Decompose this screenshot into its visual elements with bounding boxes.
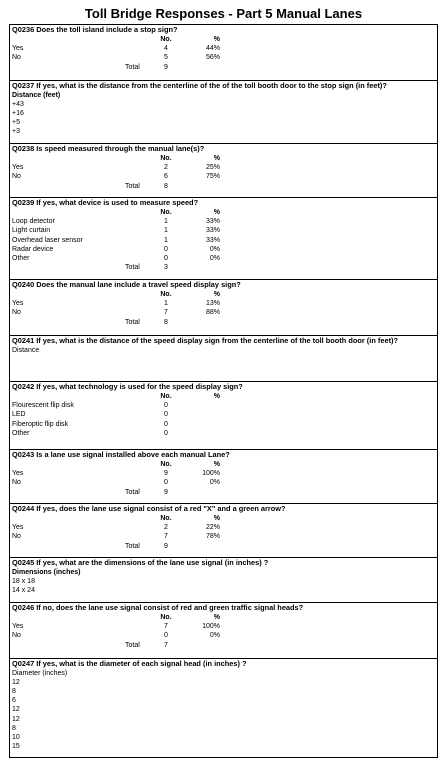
count-value: 0	[164, 411, 168, 419]
answer-label: Flourescent flip disk	[12, 402, 74, 410]
total-label: Total	[125, 318, 140, 326]
answer-label: No	[12, 173, 21, 181]
answer-row	[10, 299, 437, 308]
answer-label: Yes	[12, 300, 24, 308]
question-q0237	[10, 80, 437, 137]
question-text: Q0246 If no, does the lane use signal consist of red and green traffic signal heads?	[12, 603, 304, 612]
count-value: 1	[164, 300, 168, 308]
answer-label: Yes	[12, 623, 24, 631]
answer-label: Yes	[12, 524, 24, 532]
page-title: Toll Bridge Responses - Part 5 Manual Lanes	[84, 6, 363, 21]
question-q0236	[10, 25, 437, 72]
col-header-no: No.	[160, 155, 172, 162]
total-label: Total	[125, 264, 140, 272]
percent-value: 33%	[205, 227, 220, 235]
answer-subheader: Distance	[12, 347, 40, 354]
question-text: Q0240 Does the manual lane include a travel speed display sign?	[12, 280, 241, 289]
count-value: 9	[164, 542, 168, 550]
count-value: 3	[164, 264, 168, 272]
answer-label: Loop detector	[12, 218, 55, 226]
list-item: 8	[12, 688, 16, 696]
answer-label: Yes	[12, 164, 24, 172]
count-value: 0	[164, 632, 168, 640]
col-header-pct: %	[213, 209, 220, 216]
count-value: 1	[164, 218, 168, 226]
answer-subheader: Diameter (inches)	[12, 670, 68, 677]
count-value: 1	[164, 227, 168, 235]
list-item: 14 x 24	[12, 587, 35, 595]
answer-row	[10, 308, 437, 317]
answer-row	[10, 245, 437, 254]
percent-value: 33%	[205, 218, 220, 226]
list-item: 8	[12, 724, 16, 732]
col-header-no: No.	[160, 515, 172, 522]
total-label: Total	[125, 542, 140, 550]
answer-row	[10, 469, 437, 478]
col-header-no: No.	[160, 614, 172, 621]
col-header-pct: %	[213, 461, 220, 468]
question-text: Q0245 If yes, what are the dimensions of the lane use signal (in inches) ?	[12, 558, 269, 567]
answer-label: No	[12, 632, 21, 640]
question-q0242	[10, 381, 437, 438]
question-text: Q0244 If yes, does the lane use signal consist of a red "X" and a green arrow?	[12, 504, 286, 513]
answer-row	[10, 254, 437, 263]
percent-value: 25%	[205, 164, 220, 172]
answer-row	[10, 163, 437, 172]
col-header-pct: %	[213, 515, 220, 522]
answer-row	[10, 532, 437, 541]
col-header-pct: %	[213, 36, 220, 43]
answer-row	[10, 172, 437, 181]
answer-label: No	[12, 54, 21, 62]
percent-value: 0%	[209, 254, 220, 262]
answer-row	[10, 401, 437, 410]
count-value: 5	[164, 54, 168, 62]
answer-row	[10, 226, 437, 235]
list-item: 12	[12, 679, 20, 687]
percent-value: 75%	[205, 173, 220, 181]
total-row	[10, 63, 437, 72]
count-value: 7	[164, 641, 168, 649]
col-header-pct: %	[213, 291, 220, 298]
count-value: 0	[164, 245, 168, 253]
total-label: Total	[125, 641, 140, 649]
question-q0246	[10, 602, 437, 650]
question-text: Q0239 If yes, what device is used to measure speed?	[12, 198, 199, 207]
question-q0243	[10, 449, 437, 497]
list-item: +43	[12, 101, 24, 109]
percent-value: 0%	[209, 479, 220, 487]
question-text: Q0247 If yes, what is the diameter of each signal head (in inches) ?	[12, 659, 247, 668]
answer-label: Light curtain	[12, 227, 51, 235]
percent-value: 0%	[209, 245, 220, 253]
question-q0240	[10, 279, 437, 327]
col-header-pct: %	[213, 393, 220, 400]
count-value: 0	[164, 429, 168, 437]
answer-subheader: Distance (feet)	[12, 92, 61, 99]
question-q0247	[10, 658, 437, 751]
list-item: 12	[12, 715, 20, 723]
question-q0241	[10, 335, 437, 355]
list-item: 6	[12, 697, 16, 705]
question-q0244	[10, 503, 437, 551]
question-text: Q0237 If yes, what is the distance from the centerline of the of the toll booth door to the stop sign (in feet)?	[12, 81, 387, 90]
count-value: 6	[164, 173, 168, 181]
question-text: Q0241 If yes, what is the distance of the speed display sign from the centerline of the toll booth door (in feet)?	[12, 336, 399, 345]
answer-row	[10, 478, 437, 487]
col-header-no: No.	[160, 461, 172, 468]
answer-label: Overhead laser sensor	[12, 236, 83, 244]
percent-value: 56%	[205, 54, 220, 62]
percent-value: 88%	[205, 309, 220, 317]
count-value: 0	[164, 254, 168, 262]
col-header-pct: %	[213, 155, 220, 162]
question-text: Q0236 Does the toll island include a stop sign?	[12, 25, 178, 34]
answer-label: No	[12, 309, 21, 317]
question-text: Q0243 Is a lane use signal installed above each manual Lane?	[12, 450, 230, 459]
percent-value: 78%	[205, 533, 220, 541]
answer-row	[10, 217, 437, 226]
count-value: 1	[164, 236, 168, 244]
answer-label: Yes	[12, 470, 24, 478]
answer-row	[10, 622, 437, 631]
col-header-pct: %	[213, 614, 220, 621]
percent-value: 22%	[205, 524, 220, 532]
count-value: 9	[164, 63, 168, 71]
total-row	[10, 182, 437, 191]
answer-label: No	[12, 479, 21, 487]
answer-row	[10, 429, 437, 438]
count-value: 2	[164, 164, 168, 172]
percent-value: 100%	[202, 470, 220, 478]
answer-label: Fiberoptic flip disk	[12, 420, 69, 428]
question-q0238	[10, 143, 437, 191]
count-value: 7	[164, 533, 168, 541]
list-item: 18 x 18	[12, 578, 35, 586]
col-header-no: No.	[160, 209, 172, 216]
count-value: 2	[164, 524, 168, 532]
answer-label: No	[12, 533, 21, 541]
question-q0239	[10, 197, 437, 272]
answer-row	[10, 53, 437, 62]
count-value: 9	[164, 488, 168, 496]
answer-label: Other	[12, 429, 30, 437]
list-item: 10	[12, 733, 20, 741]
answer-row	[10, 523, 437, 532]
answer-label: LED	[12, 411, 26, 419]
count-value: 8	[164, 318, 168, 326]
count-value: 4	[164, 45, 168, 53]
answer-row	[10, 631, 437, 640]
total-row	[10, 542, 437, 551]
col-header-no: No.	[160, 393, 172, 400]
question-text: Q0242 If yes, what technology is used for the speed display sign?	[12, 382, 243, 391]
percent-value: 13%	[205, 300, 220, 308]
list-item: +16	[12, 110, 24, 118]
count-value: 0	[164, 479, 168, 487]
total-label: Total	[125, 63, 140, 71]
answer-label: Yes	[12, 45, 24, 53]
total-label: Total	[125, 182, 140, 190]
count-value: 9	[164, 470, 168, 478]
total-row	[10, 263, 437, 272]
answer-label: Radar device	[12, 245, 54, 253]
count-value: 0	[164, 402, 168, 410]
percent-value: 100%	[202, 623, 220, 631]
total-row	[10, 318, 437, 327]
answer-row	[10, 410, 437, 419]
total-row	[10, 641, 437, 650]
answer-row	[10, 236, 437, 245]
count-value: 8	[164, 182, 168, 190]
percent-value: 0%	[209, 632, 220, 640]
list-item: 15	[12, 742, 20, 750]
col-header-no: No.	[160, 36, 172, 43]
total-row	[10, 488, 437, 497]
percent-value: 44%	[205, 45, 220, 53]
count-value: 7	[164, 623, 168, 631]
answer-row	[10, 420, 437, 429]
total-label: Total	[125, 488, 140, 496]
question-text: Q0238 Is speed measured through the manual lane(s)?	[12, 144, 205, 153]
question-q0245	[10, 557, 437, 595]
list-item: +3	[12, 128, 20, 136]
answer-row	[10, 44, 437, 53]
count-value: 0	[164, 420, 168, 428]
answer-subheader: Dimensions (inches)	[12, 569, 81, 576]
list-item: 12	[12, 706, 20, 714]
answer-label: Other	[12, 254, 30, 262]
list-item: +5	[12, 119, 20, 127]
col-header-no: No.	[160, 291, 172, 298]
count-value: 7	[164, 309, 168, 317]
percent-value: 33%	[205, 236, 220, 244]
